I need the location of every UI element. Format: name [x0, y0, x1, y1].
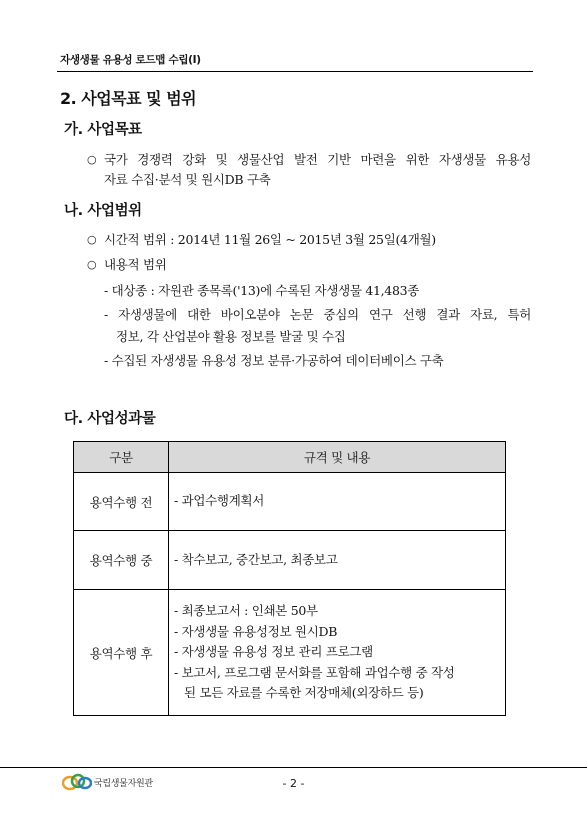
section-title: 2. 사업목표 및 범위 — [60, 89, 197, 108]
content-line: - 자생생물 유용성정보 원시DB — [174, 623, 338, 639]
content-line: - 과업수행계획서 — [174, 493, 265, 509]
table-row — [74, 590, 506, 716]
scope-item-2: - 자생생물에 대한 바이오분야 논문 중심의 연구 선행 결과 자료, 특허 — [104, 307, 531, 322]
scope-item-3: - 수집된 자생생물 유용성 정보 분류·가공하여 데이터베이스 구축 — [104, 353, 444, 368]
content-line: 된 모든 자료를 수록한 저장매체(외장하드 등) — [184, 685, 424, 701]
content-scope-label: 내용적 범위 — [104, 257, 167, 272]
goal-line-2: 자료 수집·분석 및 원시DB 구축 — [104, 172, 271, 187]
table-row — [74, 473, 506, 531]
content-scope-bullet-icon: ○ — [87, 258, 97, 271]
scope-title: 나. 사업범위 — [64, 203, 142, 219]
content-line: - 보고서, 프로그램 문서화를 포함해 과업수행 중 작성 — [174, 664, 455, 680]
org-name: 국립생물자원관 — [94, 779, 153, 789]
time-scope-bullet-icon: ○ — [87, 233, 97, 246]
page-number: - 2 - — [282, 777, 305, 790]
scope-item-2-cont: 정보, 각 산업분야 활용 정보를 발굴 및 수집 — [116, 329, 346, 344]
table-header-row — [74, 442, 506, 473]
goal-line-1: 국가 경쟁력 강화 및 생물산업 발전 기반 마련을 위한 자생생물 유용성 — [104, 152, 531, 167]
goal-bullet-icon: ○ — [87, 153, 97, 166]
scope-item-1: - 대상종 : 자원관 종목록('13)에 수록된 자생생물 41,483종 — [104, 283, 420, 298]
goal-title: 가. 사업목표 — [64, 122, 142, 138]
content-line: - 착수보고, 중간보고, 최종보고 — [174, 551, 338, 567]
table-header-category: 구분 — [74, 442, 169, 473]
table-header-content: 규격 및 내용 — [169, 442, 506, 473]
content-cell — [169, 531, 506, 590]
content-cell — [169, 590, 506, 716]
content-line: - 최종보고서 : 인쇄본 50부 — [174, 603, 318, 619]
content-line: - 자생생물 유용성 정보 관리 프로그램 — [174, 644, 373, 660]
footer-rule — [0, 767, 587, 768]
time-scope: 시간적 범위 : 2014년 11월 26일 ~ 2015년 3월 25일(4개월) — [104, 232, 436, 247]
stage-cell: 용역수행 후 — [74, 590, 169, 716]
table-row — [74, 531, 506, 590]
deliverables-table — [73, 441, 506, 716]
content-cell — [169, 473, 506, 531]
stage-cell: 용역수행 전 — [74, 473, 169, 531]
deliverables-title: 다. 사업성과물 — [64, 411, 156, 427]
running-header: 자생생물 유용성 로드맵 수립(I) — [60, 54, 201, 66]
stage-cell: 용역수행 중 — [74, 531, 169, 590]
header-rule — [57, 71, 533, 72]
